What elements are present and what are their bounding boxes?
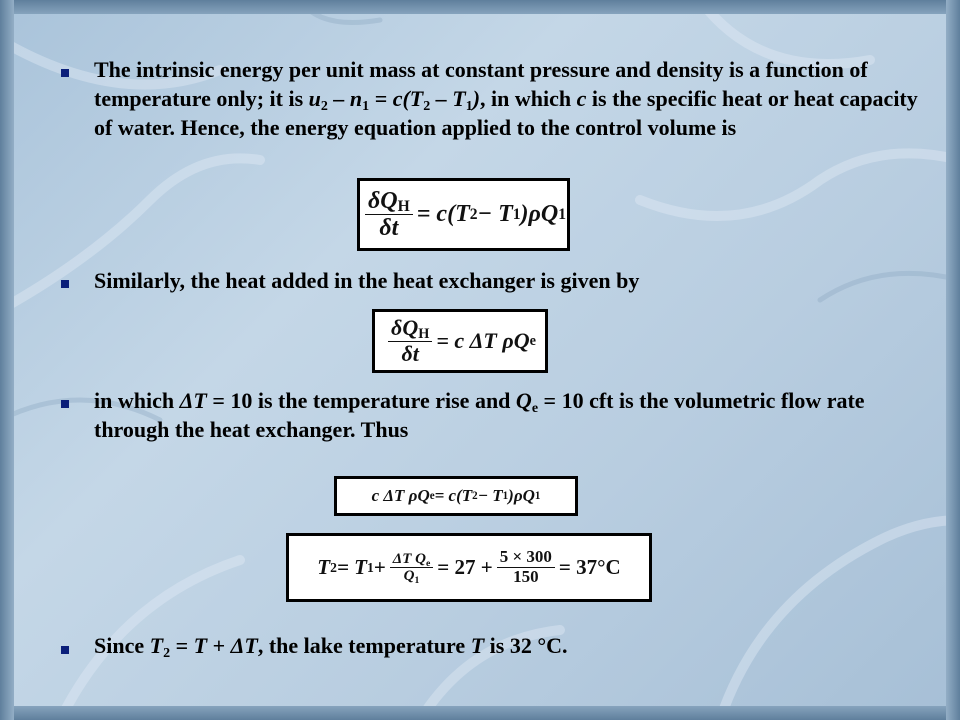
text-span: , the lake temperature [257, 633, 471, 658]
fraction [388, 316, 432, 365]
fraction [497, 548, 555, 586]
equation-t2-result: T 2 = T 1 + $\frac{\Delta T Q_e}{Q_1}$ = 27 + $\frac{5 \times 300}{150}$ = 37°C [286, 533, 652, 602]
subscript: e [425, 557, 431, 569]
paragraph-heat-exchanger [94, 266, 924, 295]
text-span: in which [94, 388, 180, 413]
text-span: is 32 °C. [484, 633, 568, 658]
text-span: − T [477, 201, 513, 227]
paragraph-temperature-rise [94, 386, 924, 444]
subscript: 1 [465, 99, 473, 114]
equation-energy-control-volume: $\frac{\delta Q_H}{\delta t}$ = c(T 2 − T 1 )ρQ 1 [357, 178, 570, 251]
text-span: T [317, 555, 331, 579]
bullet-marker [61, 646, 69, 654]
fraction-numerator [390, 551, 433, 569]
subscript: 2 [423, 99, 431, 114]
subscript: H [397, 197, 410, 215]
text-span: = c(T [369, 86, 424, 111]
text-span: = c(T [416, 201, 470, 227]
fraction-numerator [365, 188, 413, 215]
subscript: H [418, 326, 430, 343]
var-q: Q [515, 388, 532, 413]
fraction-denominator [376, 215, 401, 241]
text-span: – [327, 86, 350, 111]
text-span: δt [379, 215, 399, 241]
paragraph-lake-temperature [94, 631, 924, 660]
subscript: 2 [320, 99, 328, 114]
fraction-numerator [388, 316, 432, 341]
text-span: δQ [367, 187, 398, 214]
frame-bottom [0, 706, 960, 720]
var-c: c [576, 86, 587, 111]
text-span: )ρQ [508, 486, 535, 505]
text-span: , in which [480, 86, 577, 111]
fraction-denominator: 150 [513, 567, 539, 586]
bullet-marker [61, 69, 69, 77]
var-t: T [470, 633, 485, 658]
text-span: ) [472, 86, 481, 111]
var-n: n [349, 86, 363, 111]
var-delta-t: ΔT [230, 633, 258, 658]
frame-right [946, 0, 960, 720]
text-span: δQ [391, 315, 419, 341]
var-delta-t: ΔT [179, 388, 207, 413]
fraction [390, 551, 433, 585]
bullet-marker [61, 400, 69, 408]
var-u: u [308, 86, 321, 111]
text-span: Similarly, the heat added in the heat exchanger is given by [94, 268, 640, 293]
text-span: c ΔT ρQ [371, 486, 430, 505]
subscript: 1 [362, 99, 370, 114]
text-span: δt [401, 340, 419, 366]
text-span: = 37°C [558, 555, 621, 579]
text-span: ΔT Q [392, 550, 426, 567]
text-span: Q [403, 568, 415, 584]
text-span: Since [94, 633, 150, 658]
subscript: e [531, 401, 539, 416]
text-span: + [373, 555, 386, 579]
text-span: = 10 is the temperature rise and [206, 388, 516, 413]
var-t: T [193, 633, 208, 658]
text-span: = 10 cft is the volumetric flow rate through the heat exchanger. Thus [94, 388, 865, 442]
text-span: is the specific heat or heat capacity of water. Hence, the energy equation applied to the control volume is [94, 86, 918, 140]
text-span: The intrinsic energy per unit mass at constant pressure and density is a function of temperature only; it is [94, 57, 868, 111]
frame-top [0, 0, 960, 14]
text-span: = [170, 633, 194, 658]
equation-heat-exchanger: $\frac{\delta Q_H}{\delta t}$ = c ΔT ρQ e [372, 309, 548, 373]
fraction-denominator [401, 568, 423, 585]
paragraph-intrinsic-energy [94, 55, 924, 142]
subscript: 1 [414, 575, 420, 586]
text-span: = 27 + [437, 555, 493, 579]
fraction [365, 188, 413, 242]
text-span: = c ΔT ρQ [436, 328, 530, 353]
var-t2: T [149, 633, 164, 658]
bullet-marker [61, 280, 69, 288]
subscript: 2 [163, 646, 171, 661]
text-span: − T [477, 486, 503, 505]
fraction-numerator: 5 × 300 [497, 548, 555, 568]
equation-heat-balance: c ΔT ρQ e = c(T 2 − T 1 )ρQ 1 [334, 476, 578, 516]
fraction-denominator [398, 342, 421, 366]
text-span: )ρQ [520, 201, 559, 227]
text-span: – T [430, 86, 466, 111]
text-span: = T [336, 555, 367, 579]
frame-left [0, 0, 14, 720]
text-span: = c(T [434, 486, 473, 505]
text-span: + [207, 633, 231, 658]
